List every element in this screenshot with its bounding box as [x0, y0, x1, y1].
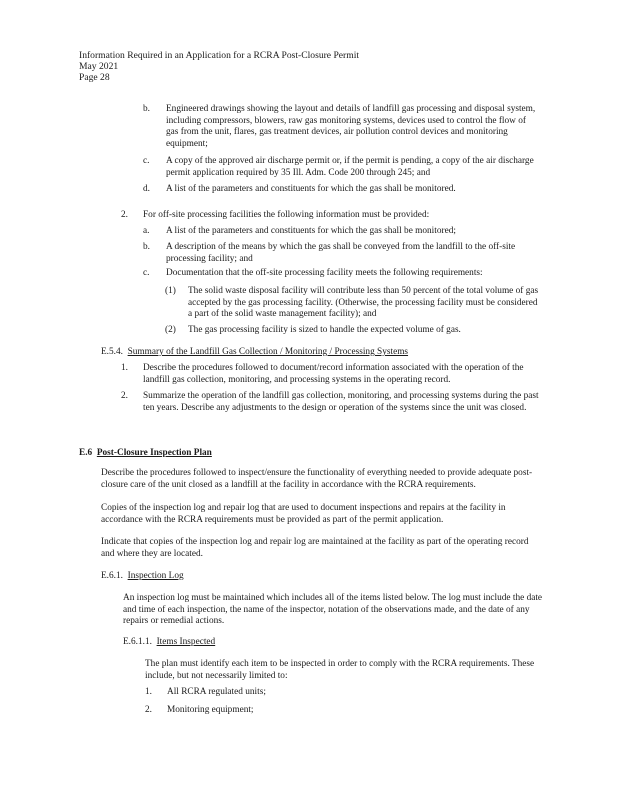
list-marker-e611-2: 2.: [145, 705, 152, 715]
section-title-e611: Items Inspected: [156, 637, 216, 647]
section-heading-e54: [101, 347, 521, 359]
section-title-e61: Inspection Log: [127, 571, 184, 581]
section-heading-e611: [123, 637, 423, 649]
section-title-e6: Post-Closure Inspection Plan: [96, 448, 212, 458]
section-number-e61: E.6.1.: [101, 571, 123, 581]
section-number-e54: E.5.4.: [101, 347, 123, 357]
header-date: May 2021: [79, 61, 119, 72]
list-item-e54-1-text: Describe the procedures followed to document/record information associated with the operation of the landfill gas collection, monitoring, and processing systems in the operating record.: [143, 363, 524, 385]
list-item-e611-1-text: All RCRA regulated units;: [167, 687, 266, 697]
subsublist-item-1-text: The solid waste disposal facility will contribute less than 50 percent of the total volume of gas accepted by the gas processing facility. (Otherwise, the processing facility must be considered a part of the solid waste management facility); and: [188, 286, 539, 320]
list-marker-e611-1: 1.: [145, 687, 152, 697]
list-marker-e54-1: 1.: [121, 363, 128, 373]
paragraph-e611: The plan must identify each item to be inspected in order to comply with the RCRA requirements. These include, but not necessarily limited to:: [145, 659, 535, 681]
sublist-marker-b: b.: [143, 242, 150, 252]
list-item-2-text: For off-site processing facilities the following information must be provided:: [143, 210, 430, 220]
paragraph-e61: An inspection log must be maintained which includes all of the items listed below. The log must include the date and time of each inspection, the name of the inspector, notation of the observations made, and the date of any repairs or remedial actions.: [123, 593, 543, 627]
sublist-marker-c: c.: [143, 268, 150, 278]
list-marker-e54-2: 2.: [121, 391, 128, 401]
paragraph-e6-1: Describe the procedures followed to inspect/ensure the functionality of everything needed to provide adequate post-closure care of the unit closed as a landfill at the facility in accordance with the RCRA requirements.: [101, 468, 533, 490]
list-marker-d: d.: [143, 184, 150, 194]
sublist-marker-a: a.: [143, 226, 150, 236]
subsublist-marker-2: (2): [165, 325, 176, 335]
header-page-number: Page 28: [79, 72, 110, 83]
section-number-e611: E.6.1.1.: [123, 637, 152, 647]
list-item-e54-2-text: Summarize the operation of the landfill gas collection, monitoring, and processing systems during the past ten years. Describe any adjustments to the design or operation of the systems since the unit was closed.: [143, 391, 539, 413]
section-heading-e61: [101, 571, 401, 583]
section-heading-e6: [79, 448, 379, 460]
page-header: [79, 50, 479, 83]
paragraph-e6-3: Indicate that copies of the inspection log and repair log are maintained at the facility as part of the operating record and where they are located.: [101, 537, 529, 559]
header-title: Information Required in an Application for a RCRA Post-Closure Permit: [79, 50, 360, 61]
list-item-d-text: A list of the parameters and constituents for which the gas shall be monitored.: [166, 184, 456, 194]
section-number-e6: E.6: [79, 448, 93, 458]
subsublist-marker-1: (1): [165, 286, 176, 296]
sublist-item-c-text: Documentation that the off-site processing facility meets the following requirements:: [166, 268, 483, 278]
list-marker-b: b.: [143, 104, 150, 114]
list-item-c-text: A copy of the approved air discharge permit or, if the permit is pending, a copy of the air discharge permit application required by 35 Ill. Adm. Code 200 through 245; and: [166, 156, 534, 178]
list-item-b-text: Engineered drawings showing the layout and details of landfill gas processing and disposal system, including compressors, blowers, raw gas monitoring systems, devices used to control the flow of gas from the unit, flares, gas treatment devices, air pollution control devices and monitoring equipment;: [166, 104, 536, 149]
list-marker-2: 2.: [121, 210, 128, 220]
paragraph-e6-2: Copies of the inspection log and repair log that are used to document inspections and repairs at the facility in accordance with the RCRA requirements must be provided as part of the permit application.: [101, 503, 506, 525]
sublist-item-a-text: A list of the parameters and constituents for which the gas shall be monitored;: [166, 226, 456, 236]
sublist-item-b-text: A description of the means by which the gas shall be conveyed from the landfill to the off-site processing facility; and: [166, 242, 516, 264]
subsublist-item-2-text: The gas processing facility is sized to handle the expected volume of gas.: [188, 325, 461, 335]
section-title-e54: Summary of the Landfill Gas Collection / Monitoring / Processing Systems: [127, 347, 409, 357]
list-marker-c: c.: [143, 156, 150, 166]
list-item-e611-2-text: Monitoring equipment;: [167, 705, 254, 715]
